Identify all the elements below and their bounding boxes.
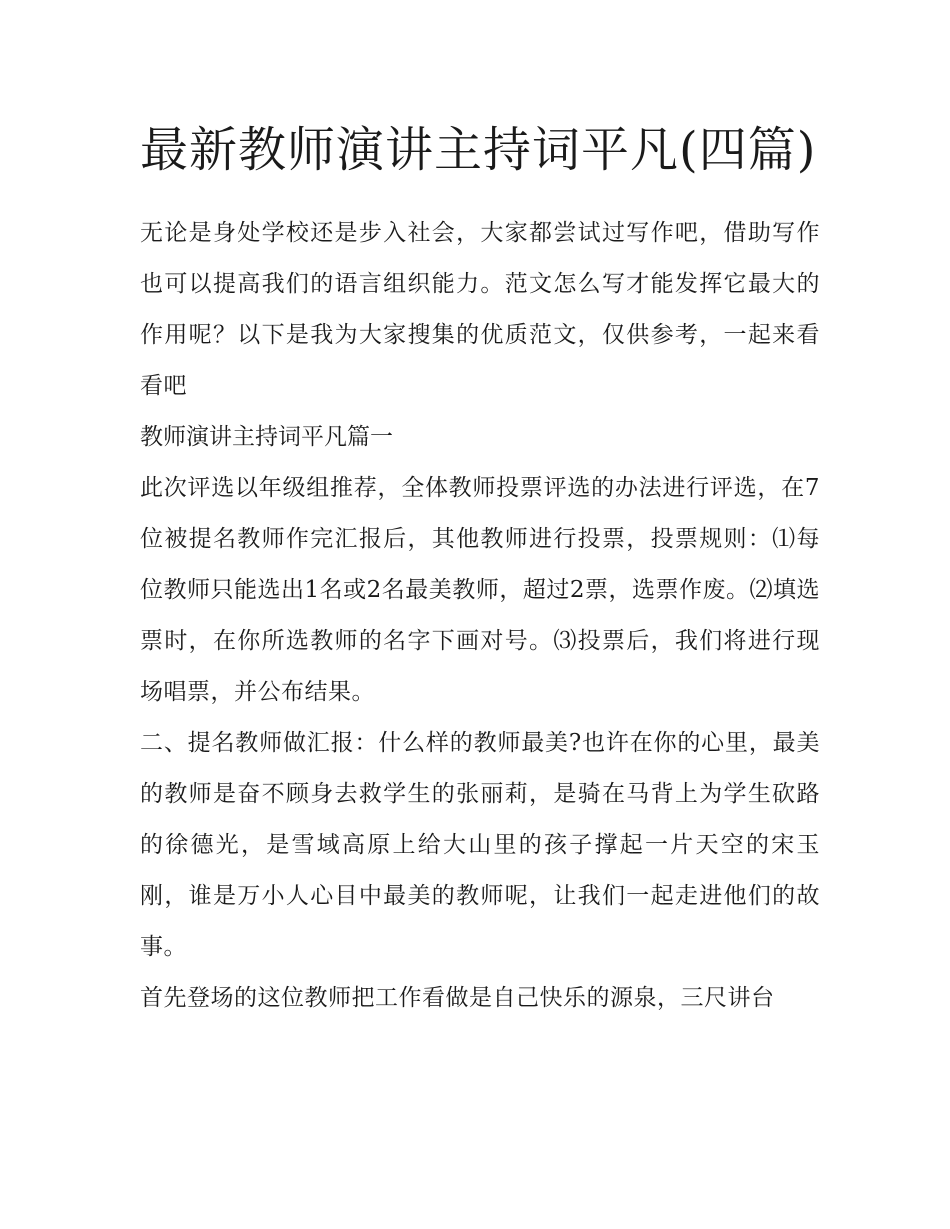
body-paragraph: 二、提名教师做汇报：什么样的教师最美?也许在你的心里，最美的教师是奋不顾身去救学生的张丽莉，是骑在马背上为学生砍路的徐德光，是雪域高原上给大山里的孩子撑起一片天空的宋玉刚，谁是万小人心目中最美的教师呢，让我们一起走进他们的故事。 [140,730,820,960]
body-paragraph: 首先登场的这位教师把工作看做是自己快乐的源泉，三尺讲台 [140,985,775,1011]
section-heading: 教师演讲主持词平凡篇一 [140,424,393,450]
document-title: 最新教师演讲主持词平凡(四篇) [140,122,817,178]
intro-paragraph: 无论是身处学校还是步入社会，大家都尝试过写作吧，借助写作也可以提高我们的语言组织能力。范文怎么写才能发挥它最大的作用呢？以下是我为大家搜集的优质范文，仅供参考，一起来看看吧 [140,220,820,399]
document-page [140,112,820,1024]
body-paragraph: 此次评选以年级组推荐，全体教师投票评选的办法进行评选，在7位被提名教师作完汇报后，其他教师进行投票，投票规则：⑴每位教师只能选出1名或2名最美教师，超过2票，选票作废。⑵填选票时，在你所选教师的名字下画对号。⑶投票后，我们将进行现场唱票，并公布结果。 [140,475,820,705]
